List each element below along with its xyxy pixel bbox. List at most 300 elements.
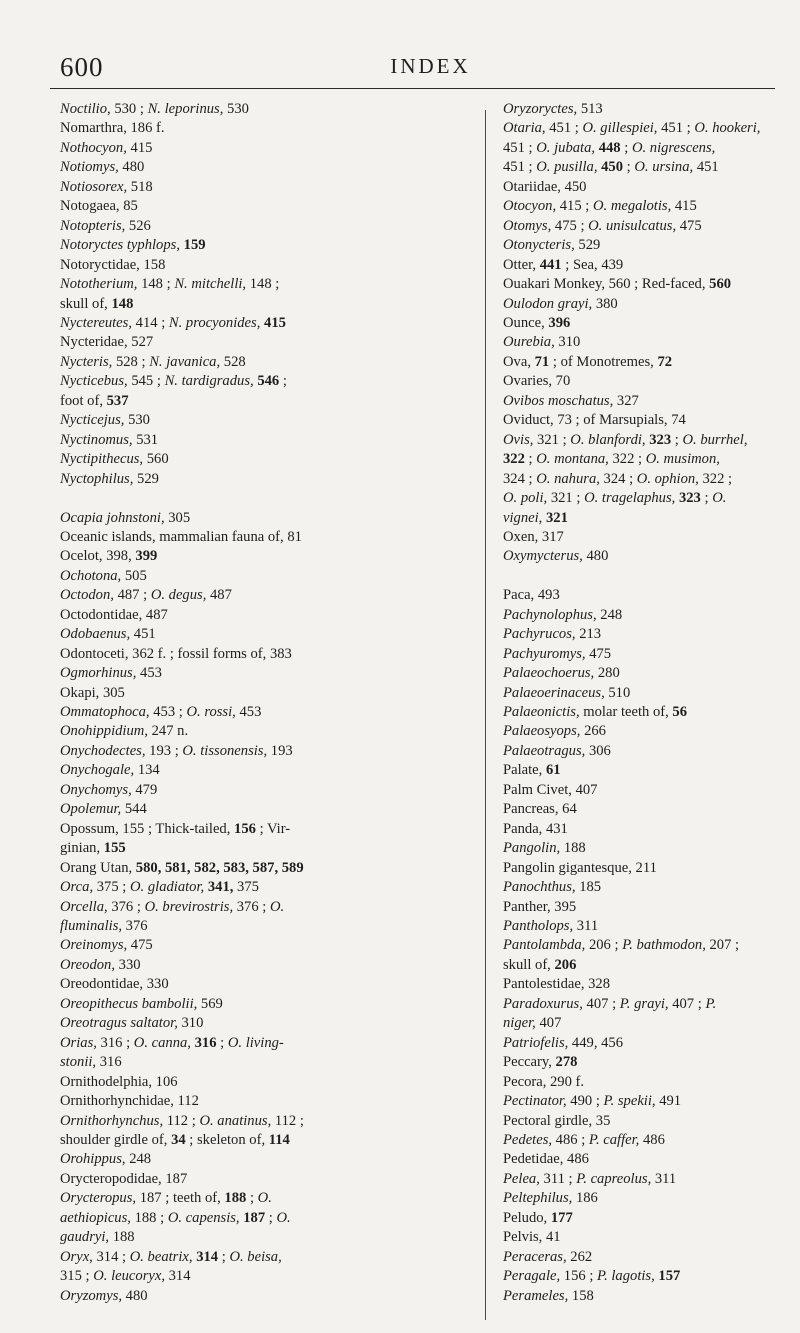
entry-text: 544 xyxy=(121,801,147,818)
entry-text: Oviduct, 73 ; of Marsupials, 74 xyxy=(503,412,686,429)
entry-text: Opossum, 155 ; Thick-tailed, xyxy=(60,820,235,837)
entry-text: 560 xyxy=(709,276,732,293)
entry-text: 451 ; xyxy=(545,120,583,137)
entry-text: 155 xyxy=(103,840,126,857)
entry-text: 560 xyxy=(143,451,169,468)
entry-text: 526 xyxy=(125,217,151,234)
entry-text: O. xyxy=(269,898,285,915)
index-entry xyxy=(60,372,470,411)
index-entry xyxy=(60,606,470,625)
entry-text: vignei, xyxy=(503,509,543,526)
entry-text: Orohippus, xyxy=(60,1151,126,1168)
entry-text: Nycteris, xyxy=(60,353,113,370)
entry-text: O. beisa, xyxy=(229,1248,282,1265)
entry-text: O. megalotis, xyxy=(592,198,672,215)
entry-text: Ornithodelphia, 106 xyxy=(60,1073,178,1090)
entry-text: Nothocyon, xyxy=(60,139,127,156)
entry-text: Pecora, 290 f. xyxy=(503,1073,585,1090)
entry-text: 407 xyxy=(535,1015,562,1032)
entry-text: stonii, xyxy=(60,1054,97,1071)
entry-text: 186 xyxy=(572,1190,598,1207)
entry-text: 537 xyxy=(106,392,129,409)
entry-text: 415 ; xyxy=(556,198,593,215)
index-entry xyxy=(503,236,778,255)
entry-text: Otariidae, 450 xyxy=(503,178,587,195)
entry-text: Orycteropodidae, 187 xyxy=(60,1170,188,1187)
index-entry xyxy=(60,567,470,586)
index-entry xyxy=(60,100,470,119)
entry-text: Notoryctidae, 158 xyxy=(60,256,166,273)
entry-text: Pachyrucos, xyxy=(503,626,576,643)
entry-text: Ornithorhynchus, xyxy=(60,1112,164,1129)
entry-text: Palaeochoerus, xyxy=(503,665,595,682)
entry-text: 569 xyxy=(197,995,223,1012)
index-entry xyxy=(503,353,778,372)
entry-text: Odontoceti, 362 f. ; fossil forms of, 383 xyxy=(60,645,292,662)
entry-text: ginian, xyxy=(60,840,104,857)
index-entry xyxy=(60,178,470,197)
index-entry xyxy=(60,956,470,975)
index-entry xyxy=(503,625,778,644)
entry-text: 206 xyxy=(554,956,577,973)
page-number: 600 xyxy=(60,52,104,82)
column-divider xyxy=(485,110,486,1320)
entry-text: 321 xyxy=(545,509,568,526)
entry-text: 480 xyxy=(582,548,609,565)
entry-text: 112 ; xyxy=(271,1112,304,1129)
entry-text: O. xyxy=(712,490,727,507)
entry-text: Onohippidium, xyxy=(60,723,148,740)
entry-text: foot of, xyxy=(60,392,107,409)
entry-text: Nyctipithecus, xyxy=(60,451,144,468)
entry-text: Pedetidae, 486 xyxy=(503,1151,589,1168)
index-entry xyxy=(503,839,778,858)
entry-text: Pangolin, xyxy=(503,840,561,857)
entry-text: 266 xyxy=(580,723,606,740)
entry-text: Oxen, 317 xyxy=(503,528,564,545)
index-entry xyxy=(60,781,470,800)
entry-text: 148 ; xyxy=(137,276,175,293)
entry-text: Peragale, xyxy=(503,1268,561,1285)
index-entry xyxy=(503,1092,778,1111)
entry-text: fluminalis, xyxy=(60,918,123,935)
entry-text: Orycteropus, xyxy=(60,1190,137,1207)
entry-text: Pedetes, xyxy=(503,1132,553,1148)
index-entry xyxy=(503,684,778,703)
index-entry xyxy=(503,800,778,819)
index-entry xyxy=(503,372,778,391)
entry-text: O. beatrix, xyxy=(129,1248,193,1265)
index-entry xyxy=(503,217,778,236)
entry-text: gaudryi, xyxy=(60,1229,110,1246)
entry-text: 530 xyxy=(124,412,150,429)
entry-text: ; xyxy=(246,1190,258,1207)
index-entry xyxy=(503,1209,778,1228)
entry-text: Nyctereutes, xyxy=(60,314,132,331)
entry-text: Palaeoerinaceus, xyxy=(503,684,605,701)
index-entry xyxy=(503,1228,778,1247)
index-entry xyxy=(503,1267,778,1286)
entry-text: O. canna, xyxy=(133,1034,191,1051)
entry-text: Ouakari Monkey, 560 ; Red-faced, xyxy=(503,276,710,293)
entry-text: 475 ; xyxy=(551,217,589,234)
index-entry xyxy=(503,1053,778,1072)
index-entry xyxy=(503,1189,778,1208)
entry-text: Opolemur, xyxy=(60,801,122,818)
entry-text: 177 xyxy=(550,1209,573,1226)
entry-text: 375 xyxy=(233,879,259,896)
entry-text: Ovaries, 70 xyxy=(503,373,571,390)
index-entry xyxy=(503,1150,778,1169)
index-entry xyxy=(60,470,470,489)
entry-text: O. blanfordi, xyxy=(570,431,646,448)
entry-text: ; xyxy=(620,139,632,156)
entry-text: N. javanica, xyxy=(149,353,221,370)
entry-text: 375 ; xyxy=(93,879,130,896)
entry-text: Notiosorex, xyxy=(60,178,128,195)
entry-text: 415 xyxy=(126,139,153,156)
entry-text: 324 ; xyxy=(503,470,537,487)
entry-text: O. tragelaphus, xyxy=(584,490,676,507)
entry-text: 315 ; xyxy=(60,1268,94,1285)
entry-text: O. anatinus, xyxy=(199,1112,272,1129)
entry-text: 56 xyxy=(672,704,688,721)
index-entry xyxy=(60,275,470,314)
entry-text: Ounce, xyxy=(503,314,549,331)
index-entry xyxy=(503,411,778,430)
entry-text: 148 ; xyxy=(246,276,280,293)
index-entry xyxy=(60,217,470,236)
entry-text: P. xyxy=(705,995,717,1012)
entry-text: Panther, 395 xyxy=(503,898,577,915)
index-entry xyxy=(60,742,470,761)
index-entry xyxy=(503,995,778,1034)
index-entry xyxy=(60,528,470,547)
entry-text: 530 xyxy=(223,101,249,117)
entry-text: 415 xyxy=(264,314,286,331)
entry-text: P. bathmodon, xyxy=(622,937,706,954)
entry-text: Pangolin gigantesque, 211 xyxy=(503,859,657,876)
index-entry xyxy=(503,1073,778,1092)
entry-text: shoulder girdle of, xyxy=(60,1132,172,1148)
entry-text: 71 xyxy=(534,353,550,370)
entry-text: P. capreolus, xyxy=(576,1170,652,1187)
entry-text: O. brevirostris, xyxy=(144,898,234,915)
entry-text: 518 xyxy=(127,178,153,195)
entry-text: Palm Civet, 407 xyxy=(503,781,598,798)
entry-text: O. gladiator, xyxy=(130,879,205,896)
index-entry xyxy=(503,975,778,994)
index-entry xyxy=(503,722,778,741)
entry-text: Pectinator, xyxy=(503,1093,567,1110)
entry-text: Ocelot, 398, xyxy=(60,548,136,565)
entry-text: Onychogale, xyxy=(60,762,135,779)
index-entry xyxy=(503,645,778,664)
entry-text: Okapi, 305 xyxy=(60,684,125,701)
entry-text: N. mitchelli, xyxy=(174,276,247,293)
entry-text: 529 xyxy=(574,237,601,254)
entry-text: 486 xyxy=(639,1132,665,1148)
index-entry xyxy=(503,820,778,839)
entry-text: Orcella, xyxy=(60,898,108,915)
entry-text: 487 xyxy=(206,587,232,604)
entry-text: O. burrhel, xyxy=(682,431,748,448)
entry-text: ; xyxy=(216,1034,228,1051)
index-entry xyxy=(60,664,470,683)
entry-text: Ommatophoca, xyxy=(60,704,150,721)
entry-text: Oreodontidae, 330 xyxy=(60,976,169,993)
index-entry xyxy=(60,975,470,994)
index-entry xyxy=(503,431,778,528)
entry-text: 311 xyxy=(573,918,599,935)
entry-text: Nycteridae, 527 xyxy=(60,334,154,351)
entry-text: P. grayi, xyxy=(619,995,669,1012)
index-entry xyxy=(503,606,778,625)
entry-text: Otonycteris, xyxy=(503,237,575,254)
index-entry xyxy=(503,100,778,119)
index-entry xyxy=(503,761,778,780)
entry-text: Nyctinomus, xyxy=(60,431,133,448)
entry-text: P. lagotis, xyxy=(597,1268,655,1285)
entry-text: skull of, xyxy=(60,295,112,312)
entry-text: Ogmorhinus, xyxy=(60,665,137,682)
entry-text: 341, xyxy=(207,879,234,896)
entry-text: O. xyxy=(257,1190,272,1207)
entry-text: Onychodectes, xyxy=(60,742,146,759)
entry-text: 376 xyxy=(122,918,148,935)
entry-text: Oreinomys, xyxy=(60,937,128,954)
entry-text: 193 ; xyxy=(145,742,183,759)
section-gap xyxy=(503,567,778,586)
entry-text: Nototherium, xyxy=(60,276,138,293)
index-entry xyxy=(60,1092,470,1111)
index-entry xyxy=(503,295,778,314)
index-entry xyxy=(503,1131,778,1150)
entry-text: aethiopicus, xyxy=(60,1209,131,1226)
index-entry xyxy=(503,742,778,761)
entry-text: 248 xyxy=(125,1151,152,1168)
entry-text: 159 xyxy=(183,237,206,254)
entry-text: Otaria, xyxy=(503,120,546,137)
index-entry xyxy=(503,547,778,566)
entry-text: skull of, xyxy=(503,956,555,973)
entry-text: Paradoxurus, xyxy=(503,995,583,1012)
entry-text: 505 xyxy=(121,567,147,584)
entry-text: Oxymycterus, xyxy=(503,548,583,565)
entry-text: 487 ; xyxy=(113,587,151,604)
index-entry xyxy=(503,1112,778,1131)
entry-text: 513 xyxy=(577,101,603,117)
entry-text: ; xyxy=(671,431,683,448)
entry-text: 278 xyxy=(555,1054,578,1071)
entry-text: 480 xyxy=(118,159,145,176)
index-entry xyxy=(503,1287,778,1306)
entry-text: Ocapia johnstoni, xyxy=(60,509,165,526)
entry-text: 479 xyxy=(131,781,158,798)
entry-text: 262 xyxy=(566,1248,593,1265)
entry-text: 529 xyxy=(133,470,159,487)
index-entry xyxy=(503,119,778,177)
entry-text: 327 xyxy=(613,392,639,409)
entry-text: O. montana, xyxy=(536,451,609,468)
index-entry xyxy=(60,800,470,819)
entry-text: 206 ; xyxy=(585,937,623,954)
entry-text: Pantolestidae, 328 xyxy=(503,976,611,993)
entry-text: 441 xyxy=(539,256,562,273)
entry-text: Palaeosyops, xyxy=(503,723,581,740)
index-entry xyxy=(503,275,778,294)
entry-text: Oreodon, xyxy=(60,956,115,973)
entry-text: 450 xyxy=(601,159,624,176)
entry-text: 531 xyxy=(132,431,159,448)
entry-text: 322 xyxy=(503,451,525,468)
entry-text: 188 xyxy=(224,1190,247,1207)
entry-text: Oreopithecus bambolii, xyxy=(60,995,198,1012)
entry-text: 322 ; xyxy=(608,451,646,468)
entry-text: 510 xyxy=(604,684,631,701)
entry-text: molar teeth of, xyxy=(579,704,673,721)
entry-text: 491 xyxy=(655,1093,682,1110)
entry-text: 188 xyxy=(560,840,586,857)
entry-text: Ova, xyxy=(503,353,535,370)
index-entry xyxy=(503,859,778,878)
index-entry xyxy=(503,314,778,333)
entry-text: O. hookeri, xyxy=(694,120,761,137)
entry-text: Palate, xyxy=(503,762,546,779)
entry-text: 248 xyxy=(596,606,623,623)
index-entry xyxy=(60,1014,470,1033)
entry-text: O. nigrescens, xyxy=(631,139,716,156)
entry-text: O. capensis, xyxy=(167,1209,240,1226)
index-entry xyxy=(60,1073,470,1092)
entry-text: Odobaenus, xyxy=(60,626,131,643)
entry-text: Panda, 431 xyxy=(503,820,568,837)
entry-text: Pelea, xyxy=(503,1170,540,1187)
index-entry xyxy=(60,450,470,469)
index-entry xyxy=(503,178,778,197)
entry-text: 134 xyxy=(134,762,160,779)
entry-text: Pelvis, 41 xyxy=(503,1229,561,1246)
index-entry xyxy=(60,1150,470,1169)
entry-text: 449, 456 xyxy=(568,1034,624,1051)
index-entry xyxy=(60,878,470,897)
entry-text: 158 xyxy=(568,1287,594,1304)
entry-text: ; xyxy=(218,1248,230,1265)
entry-text: 185 xyxy=(575,879,602,896)
running-head-title: INDEX xyxy=(390,54,471,78)
entry-text: Nycticebus, xyxy=(60,373,128,390)
entry-text: 156 xyxy=(234,820,256,837)
index-entry xyxy=(60,509,470,528)
entry-text: Pachynolophus, xyxy=(503,606,597,623)
entry-text: Oreotragus saltator, xyxy=(60,1015,178,1032)
entry-text: 451 xyxy=(693,159,719,176)
entry-text: Oryzoryctes, xyxy=(503,101,578,117)
entry-text: Notoryctes typhlops, xyxy=(60,237,180,254)
entry-text: Patriofelis, xyxy=(503,1034,569,1051)
index-entry xyxy=(60,684,470,703)
index-entry xyxy=(60,236,470,255)
index-entry xyxy=(503,1248,778,1267)
entry-text: ; xyxy=(623,159,635,176)
entry-text: 323 xyxy=(678,490,701,507)
entry-text: niger, xyxy=(503,1015,536,1032)
index-entry xyxy=(60,314,470,333)
entry-text: Oceanic islands, mammalian fauna of, 81 xyxy=(60,528,302,545)
entry-text: Notiomys, xyxy=(60,159,119,176)
entry-text: Notogaea, 85 xyxy=(60,198,138,215)
entry-text: Octodontidae, 487 xyxy=(60,606,168,623)
index-entry xyxy=(503,1170,778,1189)
index-entry xyxy=(60,547,470,566)
entry-text: 148 xyxy=(111,295,134,312)
entry-text: N. tardigradus, xyxy=(164,373,254,390)
entry-text: 34 xyxy=(171,1132,186,1148)
entry-text: O. gillespiei, xyxy=(582,120,658,137)
entry-text: Orca, xyxy=(60,879,94,896)
entry-text: O. unisulcatus, xyxy=(588,217,677,234)
index-entry xyxy=(60,761,470,780)
entry-text: Palaeonictis, xyxy=(503,704,580,721)
entry-text: 156 ; xyxy=(560,1268,598,1285)
entry-text: Perameles, xyxy=(503,1287,569,1304)
entry-text: Palaeotragus, xyxy=(503,742,586,759)
index-entry xyxy=(503,936,778,975)
entry-text: Peraceras, xyxy=(503,1248,567,1265)
index-entry xyxy=(503,256,778,275)
entry-text: Oulodon grayi, xyxy=(503,295,593,312)
index-entry xyxy=(503,392,778,411)
entry-text: 530 ; xyxy=(110,101,148,117)
index-entry xyxy=(60,353,470,372)
index-entry xyxy=(503,898,778,917)
entry-text: 314 xyxy=(196,1248,219,1265)
entry-text: 207 ; xyxy=(705,937,740,954)
entry-text: 316 xyxy=(194,1034,217,1051)
entry-text: Otomys, xyxy=(503,217,552,234)
index-entry xyxy=(60,820,470,859)
entry-text: ; of Monotremes, xyxy=(549,353,658,370)
entry-text: 376 ; xyxy=(107,898,145,915)
entry-text: 475 xyxy=(676,217,702,234)
entry-text: 316 xyxy=(96,1054,122,1071)
index-entry xyxy=(60,431,470,450)
entry-text: O. xyxy=(276,1209,291,1226)
entry-text: Ovis, xyxy=(503,431,534,448)
index-entry xyxy=(60,898,470,937)
entry-text: 407 ; xyxy=(582,995,620,1012)
entry-text: 528 xyxy=(220,353,246,370)
index-entry xyxy=(503,197,778,216)
entry-text: 453 xyxy=(235,704,262,721)
entry-text: O. rossi, xyxy=(186,704,236,721)
entry-text: 451 ; xyxy=(503,139,537,156)
entry-text: 323 xyxy=(649,431,672,448)
entry-text: 321 ; xyxy=(533,431,571,448)
entry-text: 330 xyxy=(115,956,141,973)
entry-text: Oryx, xyxy=(60,1248,93,1265)
index-entry xyxy=(503,528,778,547)
entry-text: 376 ; xyxy=(233,898,270,915)
page-header xyxy=(50,52,775,89)
index-entry xyxy=(60,158,470,177)
entry-text: 490 ; xyxy=(566,1093,604,1110)
entry-text: 311 xyxy=(651,1170,677,1187)
entry-text: 61 xyxy=(545,762,561,779)
index-entry xyxy=(60,1189,470,1247)
index-entry xyxy=(503,917,778,936)
entry-text: Ornithorhynchidae, 112 xyxy=(60,1093,199,1110)
